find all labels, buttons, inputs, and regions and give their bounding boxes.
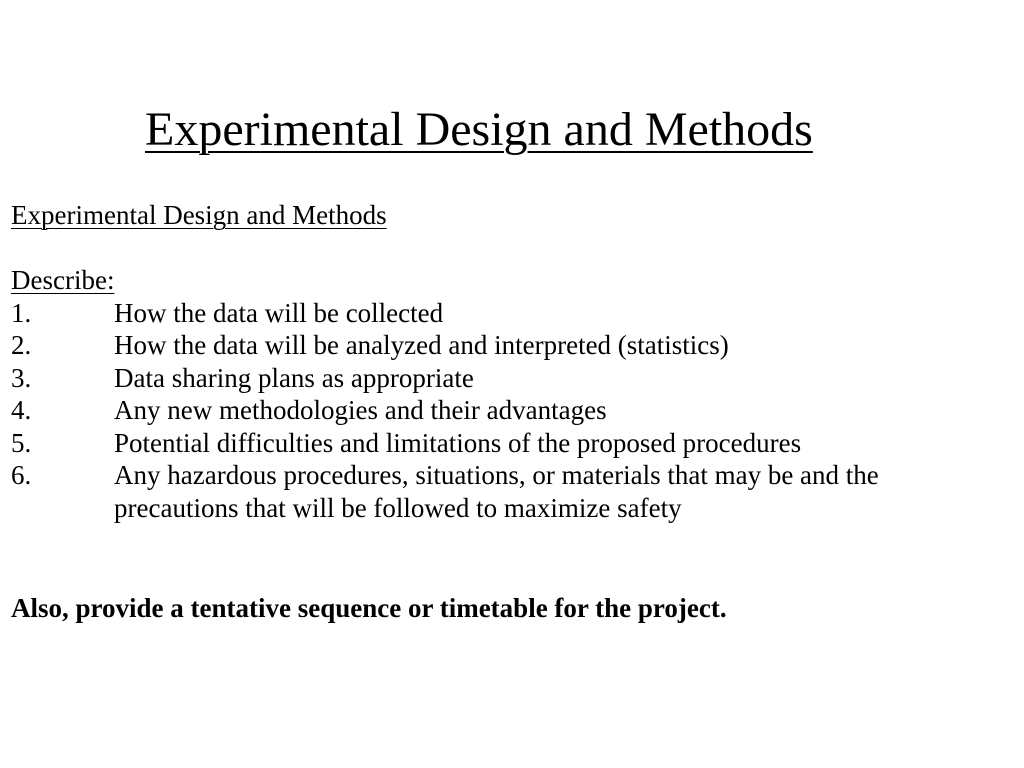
- list-item-number: 6.: [11, 460, 32, 490]
- list-item: [11, 427, 994, 460]
- list-item-text: Potential difficulties and limitations of the proposed procedures: [114, 427, 802, 458]
- list-item-number: 2.: [11, 330, 32, 360]
- list-item: [11, 329, 994, 362]
- slide-title: Experimental Design and Methods: [145, 103, 813, 156]
- list-item-number: 5.: [11, 427, 32, 458]
- list-item: [11, 362, 994, 395]
- list-item-text: Data sharing plans as appropriate: [114, 362, 474, 393]
- list-item-number: 1.: [11, 297, 32, 328]
- list-item-text: How the data will be analyzed and interpreted (statistics): [114, 330, 729, 360]
- section-subheading: Experimental Design and Methods: [11, 200, 387, 230]
- describe-label: Describe:: [11, 265, 115, 295]
- list-item-text: Any hazardous procedures, situations, or materials that may be and the precautions that will be followed to maximize safety: [114, 460, 879, 523]
- list-item-text: How the data will be collected: [114, 297, 444, 328]
- slide-body: [11, 199, 994, 524]
- closing-statement: Also, provide a tentative sequence or timetable for the project.: [11, 593, 727, 623]
- spacer: [11, 232, 994, 265]
- list-item: [11, 459, 994, 524]
- list-item: [11, 394, 994, 427]
- requirements-list: [11, 297, 994, 525]
- list-item: [11, 297, 994, 330]
- list-item-number: 4.: [11, 395, 32, 425]
- list-item-text: Any new methodologies and their advantages: [114, 395, 607, 425]
- list-item-number: 3.: [11, 362, 32, 393]
